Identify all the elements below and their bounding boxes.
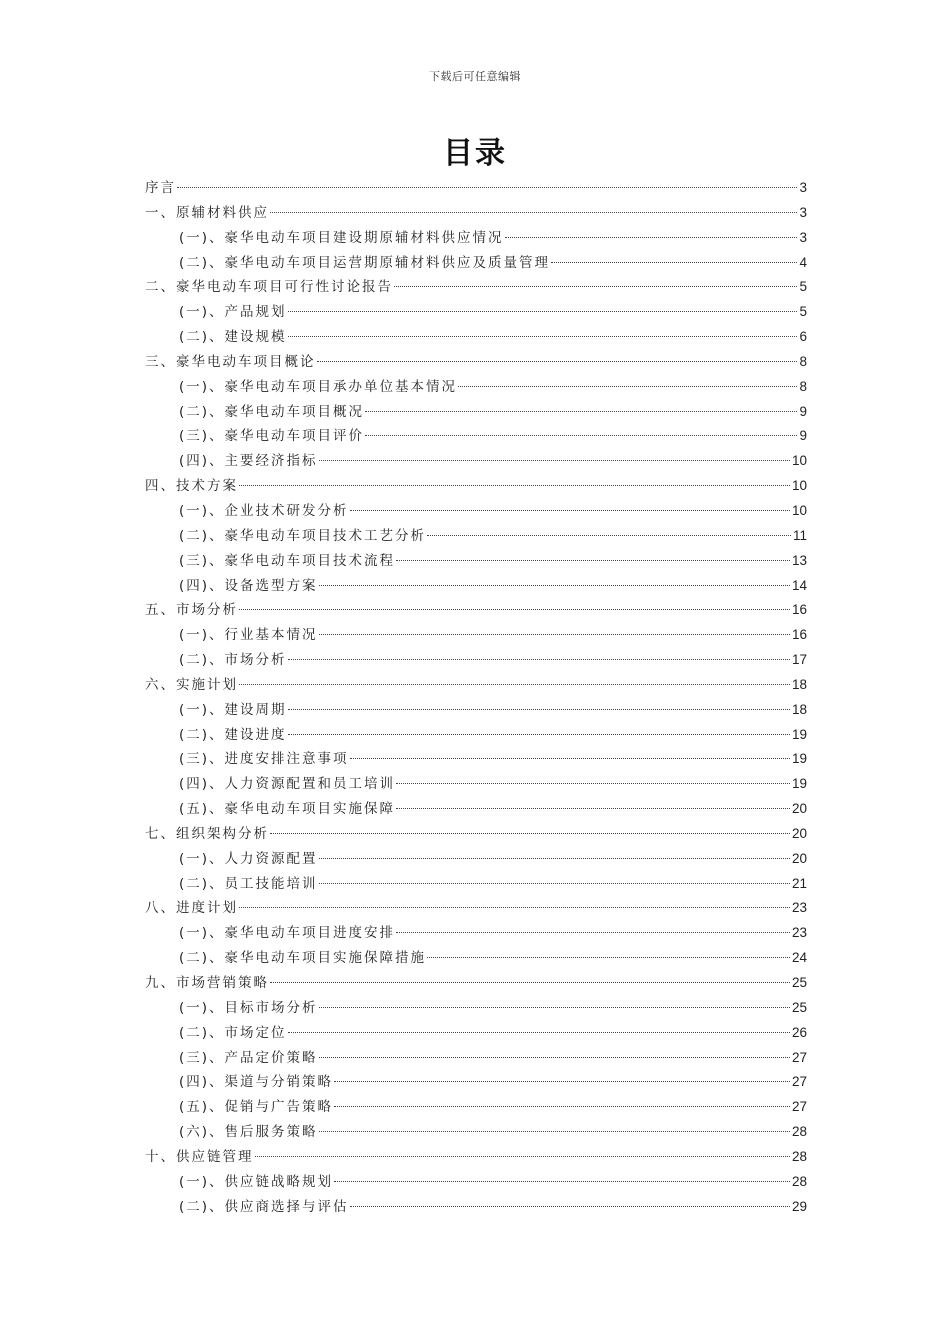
toc-page-number: 28: [791, 1173, 807, 1189]
toc-chapter-entry[interactable]: [145, 1145, 807, 1170]
toc-entry-title: (二)、豪华电动车项目运营期原辅材料供应及质量管理: [179, 254, 551, 271]
toc-entry-title: (三)、进度安排注意事项: [179, 751, 349, 768]
toc-chapter-entry[interactable]: [145, 822, 807, 847]
toc-chapter-entry[interactable]: [145, 176, 807, 201]
toc-dot-leader: [396, 932, 790, 933]
toc-dot-leader: [396, 808, 790, 809]
toc-chapter-entry[interactable]: [145, 350, 807, 375]
toc-dot-leader: [255, 1156, 790, 1157]
toc-dot-leader: [334, 1106, 790, 1107]
toc-entry-title: 十、供应链管理: [145, 1148, 254, 1165]
toc-dot-leader: [288, 734, 790, 735]
toc-entry-title: (二)、市场定位: [179, 1024, 287, 1041]
toc-chapter-entry[interactable]: [145, 474, 807, 499]
toc-dot-leader: [288, 1032, 790, 1033]
toc-dot-leader: [334, 1181, 790, 1182]
toc-entry-title: (五)、豪华电动车项目实施保障: [179, 801, 396, 818]
toc-page-number: 23: [791, 925, 807, 941]
toc-section-entry[interactable]: [145, 300, 807, 325]
toc-chapter-entry[interactable]: [145, 673, 807, 698]
toc-page-number: 20: [791, 850, 807, 866]
toc-page-number: 23: [791, 900, 807, 916]
toc-dot-leader: [239, 609, 790, 610]
toc-page-number: 5: [799, 304, 807, 320]
toc-section-entry[interactable]: [145, 449, 807, 474]
toc-section-entry[interactable]: [145, 747, 807, 772]
toc-dot-leader: [239, 684, 790, 685]
toc-section-entry[interactable]: [145, 1195, 807, 1220]
toc-dot-leader: [350, 510, 790, 511]
toc-section-entry[interactable]: [145, 847, 807, 872]
toc-page-number: 24: [791, 950, 807, 966]
toc-page-number: 28: [791, 1148, 807, 1164]
toc-section-entry[interactable]: [145, 325, 807, 350]
toc-title: 目录: [443, 136, 507, 171]
toc-page-number: 16: [791, 602, 807, 618]
toc-page-number: 27: [791, 1049, 807, 1065]
toc-page-number: 10: [791, 453, 807, 469]
toc-dot-leader: [317, 361, 798, 362]
toc-dot-leader: [270, 982, 790, 983]
toc-entry-title: (五)、促销与广告策略: [179, 1099, 334, 1116]
toc-dot-leader: [396, 783, 790, 784]
toc-page-number: 18: [791, 701, 807, 717]
toc-dot-leader: [427, 535, 791, 536]
toc-page-number: 10: [791, 502, 807, 518]
toc-page-number: 8: [799, 353, 807, 369]
toc-section-entry[interactable]: [145, 400, 807, 425]
toc-entry-title: 五、市场分析: [145, 602, 238, 619]
toc-section-entry[interactable]: [145, 921, 807, 946]
toc-section-entry[interactable]: [145, 772, 807, 797]
toc-page-number: 25: [791, 975, 807, 990]
toc-section-entry[interactable]: [145, 499, 807, 524]
toc-dot-leader: [319, 585, 790, 586]
toc-section-entry[interactable]: [145, 1070, 807, 1095]
toc-entry-title: (二)、豪华电动车项目技术工艺分析: [179, 527, 427, 544]
toc-page-number: 20: [791, 801, 807, 817]
toc-dot-leader: [270, 212, 797, 213]
toc-entry-title: (一)、供应链战略规划: [179, 1173, 334, 1190]
toc-entry-title: (四)、设备选型方案: [179, 577, 318, 594]
toc-section-entry[interactable]: [145, 996, 807, 1021]
toc-dot-leader: [551, 262, 797, 263]
toc-page-number: 3: [799, 229, 807, 245]
toc-page-number: 6: [799, 329, 807, 345]
toc-page-number: 27: [791, 1074, 807, 1090]
toc-section-entry[interactable]: [145, 375, 807, 400]
toc-page-number: 25: [791, 999, 807, 1015]
toc-section-entry[interactable]: [145, 574, 807, 599]
toc-page-number: 16: [791, 627, 807, 643]
toc-dot-leader: [239, 907, 790, 908]
toc-dot-leader: [334, 1081, 790, 1082]
toc-entry-title: (四)、人力资源配置和员工培训: [179, 776, 396, 793]
toc-section-entry[interactable]: [145, 623, 807, 648]
toc-dot-leader: [239, 485, 790, 486]
toc-dot-leader: [396, 560, 790, 561]
toc-section-entry[interactable]: [145, 226, 807, 251]
toc-entry-title: (一)、人力资源配置: [179, 850, 318, 867]
toc-dot-leader: [319, 858, 790, 859]
table-of-contents: [145, 176, 807, 1219]
toc-entry-title: 二、豪华电动车项目可行性讨论报告: [145, 279, 393, 296]
toc-page-number: 27: [791, 1099, 807, 1115]
toc-dot-leader: [319, 1131, 790, 1132]
toc-dot-leader: [319, 634, 790, 635]
toc-entry-title: (三)、豪华电动车项目技术流程: [179, 552, 396, 569]
toc-section-entry[interactable]: [145, 698, 807, 723]
toc-page-number: 19: [791, 726, 807, 742]
toc-page-number: 8: [799, 378, 807, 394]
toc-dot-leader: [319, 460, 790, 461]
toc-dot-leader: [288, 659, 790, 660]
toc-entry-title: (一)、行业基本情况: [179, 627, 318, 644]
toc-dot-leader: [458, 386, 797, 387]
toc-entry-title: (一)、豪华电动车项目进度安排: [179, 925, 396, 942]
toc-page-number: 28: [791, 1124, 807, 1140]
toc-entry-title: 九、市场营销策略: [145, 975, 269, 991]
toc-entry-title: (二)、豪华电动车项目概况: [179, 403, 365, 420]
toc-section-entry[interactable]: [145, 1021, 807, 1046]
toc-entry-title: (六)、售后服务策略: [179, 1124, 318, 1141]
toc-entry-title: (一)、企业技术研发分析: [179, 502, 349, 519]
toc-entry-title: (三)、豪华电动车项目评价: [179, 428, 365, 445]
toc-page-number: 19: [791, 776, 807, 792]
toc-entry-title: (一)、豪华电动车项目建设期原辅材料供应情况: [179, 229, 504, 246]
toc-page-number: 26: [791, 1024, 807, 1040]
toc-dot-leader: [288, 311, 798, 312]
toc-section-entry[interactable]: [145, 549, 807, 574]
toc-entry-title: (四)、主要经济指标: [179, 453, 318, 470]
toc-section-entry[interactable]: [145, 797, 807, 822]
toc-entry-title: (二)、市场分析: [179, 652, 287, 669]
toc-dot-leader: [319, 1057, 790, 1058]
toc-page-number: 29: [791, 1198, 807, 1214]
toc-page-number: 11: [792, 527, 807, 543]
toc-dot-leader: [365, 411, 797, 412]
toc-section-entry[interactable]: [145, 946, 807, 971]
toc-entry-title: 七、组织架构分析: [145, 825, 269, 842]
toc-entry-title: (三)、产品定价策略: [179, 1049, 318, 1066]
toc-entry-title: 一、原辅材料供应: [145, 204, 269, 221]
toc-dot-leader: [427, 957, 790, 958]
toc-section-entry[interactable]: [145, 524, 807, 549]
toc-section-entry[interactable]: [145, 723, 807, 748]
toc-entry-title: (一)、豪华电动车项目承办单位基本情况: [179, 378, 458, 395]
toc-entry-title: 三、豪华电动车项目概论: [145, 353, 316, 370]
toc-section-entry[interactable]: [145, 872, 807, 897]
toc-page-number: 9: [799, 428, 807, 444]
toc-page-number: 10: [791, 478, 807, 494]
toc-entry-title: (二)、供应商选择与评估: [179, 1198, 349, 1215]
toc-dot-leader: [350, 758, 790, 759]
toc-section-entry[interactable]: [145, 424, 807, 449]
toc-dot-leader: [394, 286, 797, 287]
toc-dot-leader: [350, 1206, 790, 1207]
toc-page-number: 13: [791, 552, 807, 568]
toc-entry-title: (二)、员工技能培训: [179, 875, 318, 892]
toc-page-number: 19: [791, 751, 807, 767]
toc-section-entry[interactable]: [145, 1046, 807, 1071]
toc-page-number: 5: [799, 279, 807, 295]
toc-section-entry[interactable]: [145, 1120, 807, 1145]
toc-entry-title: (二)、豪华电动车项目实施保障措施: [179, 950, 427, 967]
toc-page-number: 20: [791, 825, 807, 841]
toc-entry-title: (一)、目标市场分析: [179, 999, 318, 1016]
toc-dot-leader: [319, 1007, 790, 1008]
toc-entry-title: (一)、产品规划: [179, 304, 287, 321]
toc-page-number: 4: [799, 254, 807, 270]
toc-dot-leader: [365, 435, 797, 436]
toc-dot-leader: [177, 187, 797, 188]
toc-entry-title: 六、实施计划: [145, 676, 238, 693]
toc-entry-title: (二)、建设进度: [179, 726, 287, 743]
toc-entry-title: 八、进度计划: [145, 900, 238, 917]
toc-section-entry[interactable]: [145, 1095, 807, 1120]
toc-page-number: 21: [791, 875, 807, 891]
toc-chapter-entry[interactable]: [145, 971, 807, 996]
toc-entry-title: 序言: [145, 180, 176, 196]
toc-dot-leader: [505, 237, 798, 238]
toc-page-number: 14: [791, 577, 807, 593]
toc-section-entry[interactable]: [145, 251, 807, 276]
toc-page-number: 3: [799, 204, 807, 220]
toc-section-entry[interactable]: [145, 648, 807, 673]
toc-dot-leader: [319, 883, 790, 884]
toc-dot-leader: [288, 709, 790, 710]
toc-page-number: 18: [791, 676, 807, 692]
toc-entry-title: (四)、渠道与分销策略: [179, 1074, 334, 1091]
toc-dot-leader: [270, 833, 790, 834]
toc-chapter-entry[interactable]: [145, 598, 807, 623]
toc-chapter-entry[interactable]: [145, 201, 807, 226]
toc-chapter-entry[interactable]: [145, 275, 807, 300]
toc-section-entry[interactable]: [145, 1170, 807, 1195]
toc-chapter-entry[interactable]: [145, 896, 807, 921]
toc-entry-title: 四、技术方案: [145, 478, 238, 495]
toc-entry-title: (二)、建设规模: [179, 329, 287, 346]
toc-entry-title: (一)、建设周期: [179, 701, 287, 718]
toc-page-number: 3: [799, 180, 807, 195]
toc-page-number: 9: [799, 403, 807, 419]
header-note: 下载后可任意编辑: [429, 70, 521, 83]
toc-dot-leader: [288, 336, 798, 337]
toc-page-number: 17: [791, 652, 807, 668]
